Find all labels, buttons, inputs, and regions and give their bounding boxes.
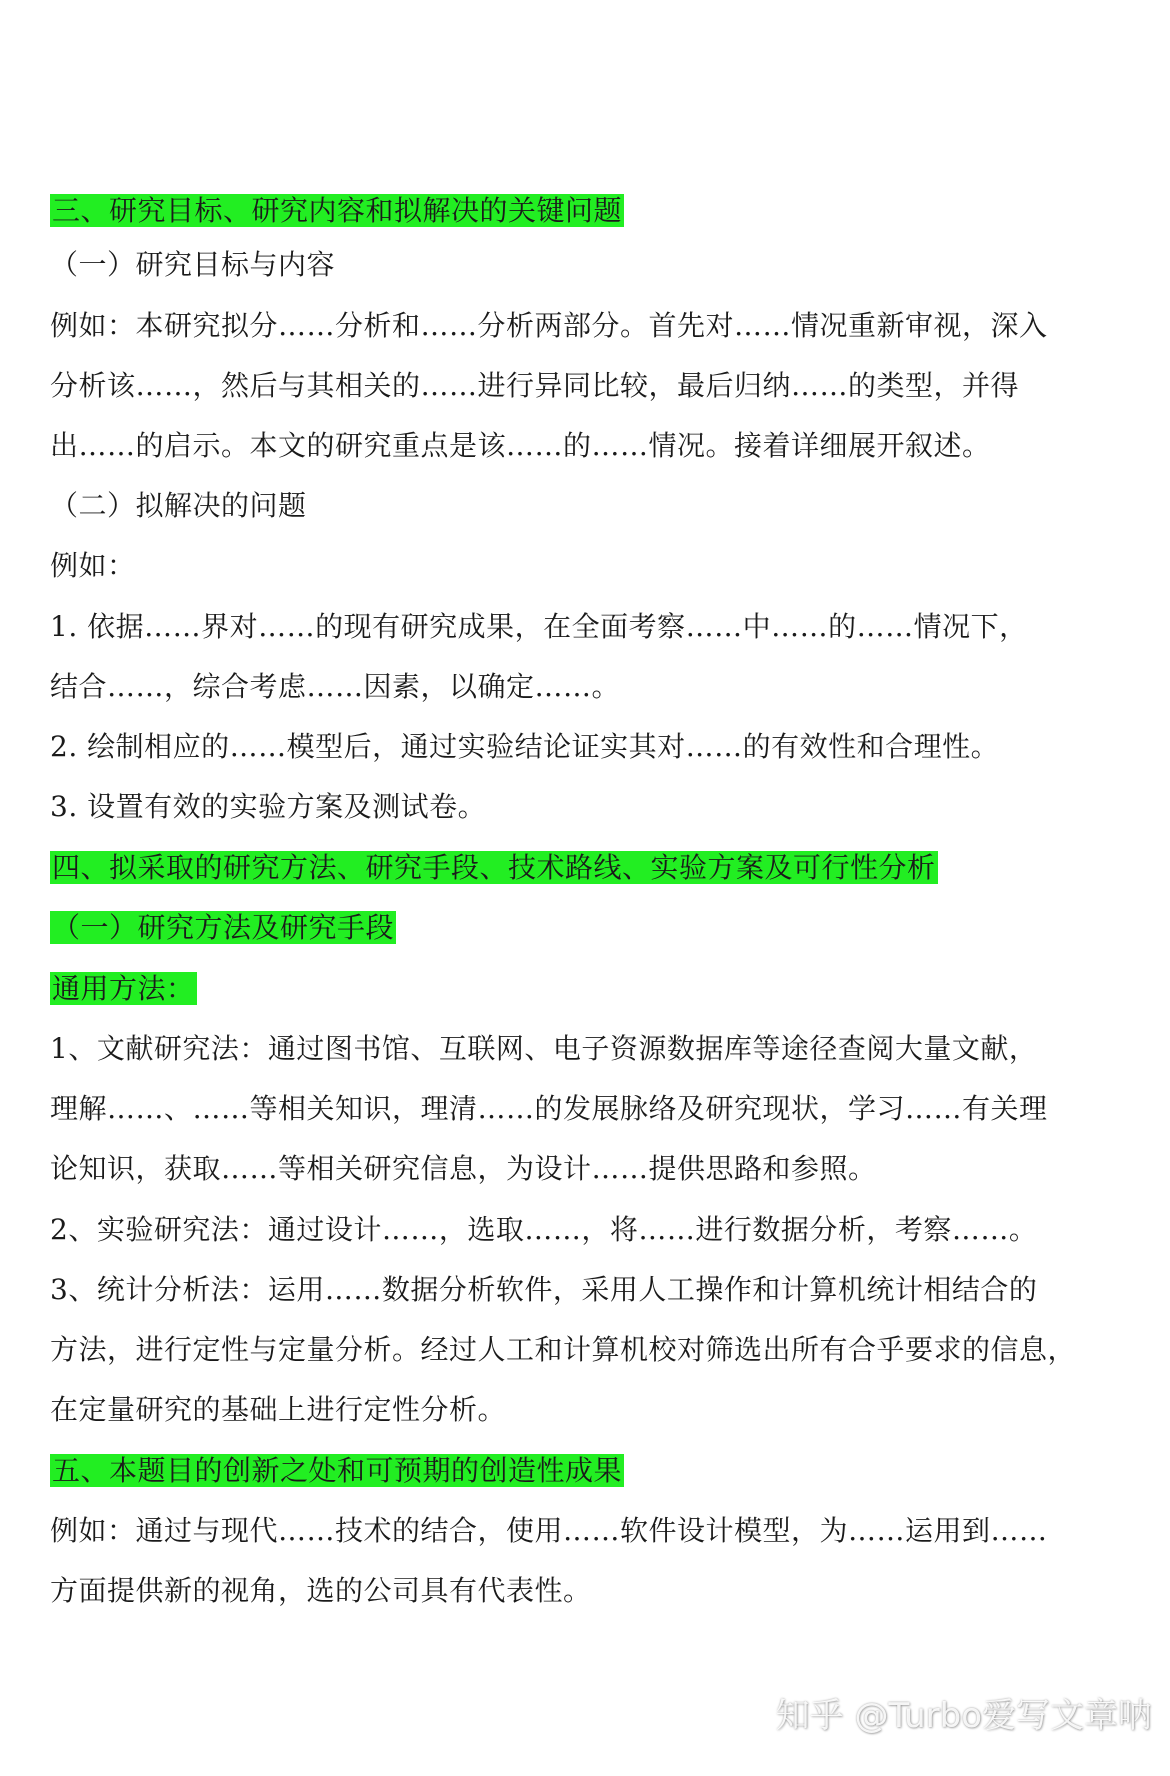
subheading-problems: （二）拟解决的问题 [50, 489, 307, 522]
paragraph-line: 例如：本研究拟分……分析和……分析两部分。首先对……情况重新审视，深入 [50, 309, 1048, 342]
list-item: 2. 绘制相应的……模型后，通过实验结论证实其对……的有效性和合理性。 [50, 730, 1000, 763]
highlighted-heading: 五、本题目的创新之处和可预期的创造性成果 [52, 1454, 623, 1487]
highlighted-heading: 通用方法： [52, 972, 195, 1005]
list-item-continued: 结合……，综合考虑……因素，以确定……。 [50, 670, 621, 703]
highlighted-heading: 四、拟采取的研究方法、研究手段、技术路线、实验方案及可行性分析 [52, 851, 936, 884]
section-heading-3 [50, 191, 624, 231]
list-item-continued: 在定量研究的基础上进行定性分析。 [50, 1393, 507, 1426]
section-heading-4 [50, 848, 938, 888]
zhihu-watermark: 知乎 @Turbo爱写文章呐 [775, 1696, 1152, 1736]
list-item: 2、实验研究法：通过设计……，选取……，将……进行数据分析，考察……。 [50, 1213, 1038, 1246]
highlighted-heading: （一）研究方法及研究手段 [52, 911, 395, 944]
paragraph-line: 例如： [50, 549, 136, 582]
list-item-continued: 理解……、……等相关知识，理清……的发展脉络及研究现状，学习……有关理 [50, 1092, 1048, 1125]
subheading-general-methods [50, 969, 197, 1009]
highlighted-heading: 三、研究目标、研究内容和拟解决的关键问题 [52, 194, 623, 227]
list-item: 3、统计分析法：运用……数据分析软件，采用人工操作和计算机统计相结合的 [50, 1273, 1038, 1306]
paragraph-line: 出……的启示。本文的研究重点是该……的……情况。接着详细展开叙述。 [50, 429, 991, 462]
list-item-continued: 方法，进行定性与定量分析。经过人工和计算机校对筛选出所有合乎要求的信息， [50, 1333, 1077, 1366]
list-item: 3. 设置有效的实验方案及测试卷。 [50, 790, 487, 823]
subheading-research-goals: （一）研究目标与内容 [50, 248, 336, 281]
subheading-methods [50, 908, 396, 948]
list-item: 1. 依据……界对……的现有研究成果，在全面考察……中……的……情况下， [50, 610, 1028, 643]
list-item-continued: 论知识，获取……等相关研究信息，为设计……提供思路和参照。 [50, 1152, 877, 1185]
paragraph-line: 方面提供新的视角，选的公司具有代表性。 [50, 1574, 592, 1607]
paragraph-line: 例如：通过与现代……技术的结合，使用……软件设计模型，为……运用到…… [50, 1514, 1048, 1547]
list-item: 1、文献研究法：通过图书馆、互联网、电子资源数据库等途径查阅大量文献， [50, 1032, 1038, 1065]
section-heading-5 [50, 1451, 624, 1491]
paragraph-line: 分析该……，然后与其相关的……进行异同比较，最后归纳……的类型，并得 [50, 369, 1020, 402]
